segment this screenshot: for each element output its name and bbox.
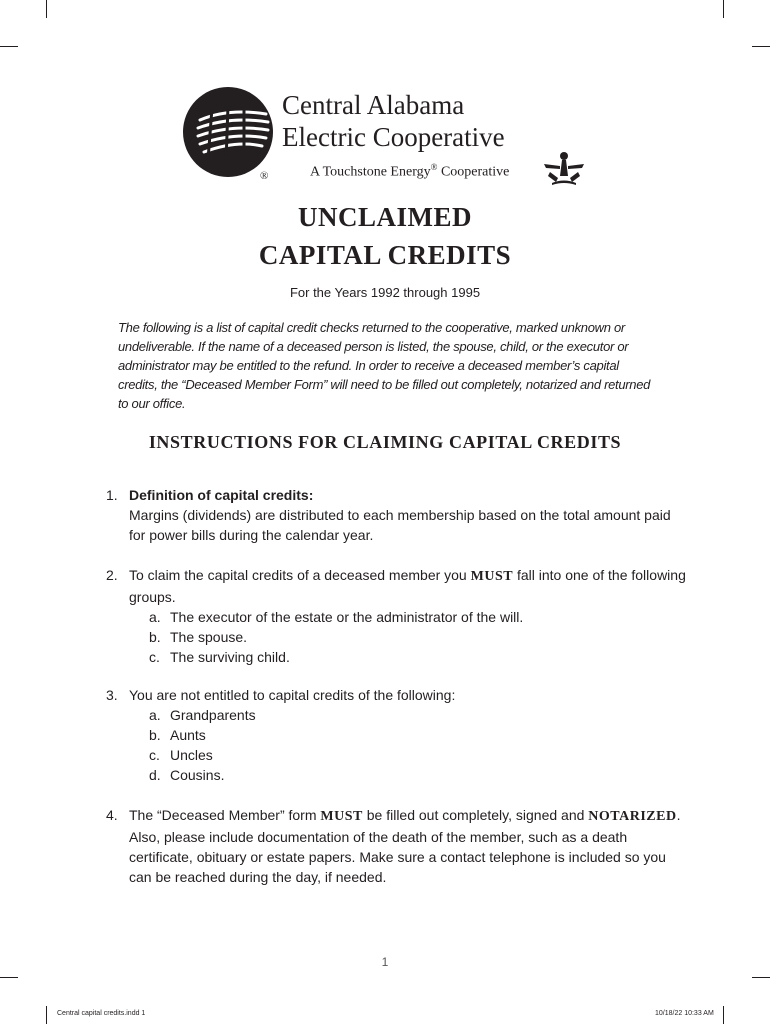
crop-mark — [46, 0, 47, 18]
registered-mark: ® — [260, 170, 269, 182]
cooperative-name-line2: Electric Cooperative — [282, 122, 505, 152]
instructions-heading: INSTRUCTIONS FOR CLAIMING CAPITAL CREDITS — [148, 432, 622, 452]
crop-mark — [46, 1006, 47, 1024]
item-number: 1. — [106, 487, 118, 503]
item-text: To claim the capital credits of a deceased member you MUST fall into one of the following groups. — [129, 567, 686, 605]
page-subtitle: For the Years 1992 through 1995 — [289, 285, 481, 300]
crop-mark — [752, 977, 770, 978]
sub-item: c. Uncles — [149, 747, 213, 763]
sub-list — [149, 607, 686, 667]
item-number: 3. — [106, 687, 118, 703]
instruction-item-3 — [106, 685, 686, 785]
item-title: Definition of capital credits: — [129, 487, 314, 503]
touchstone-energy-icon — [540, 150, 588, 186]
power-lines-logo-icon — [182, 86, 274, 178]
logo-tagline: A Touchstone Energy® Cooperative — [310, 162, 510, 180]
cooperative-logo — [182, 86, 602, 196]
sub-item: b. The spouse. — [149, 629, 248, 645]
sub-item: c. The surviving child. — [149, 649, 290, 665]
page-title-line2: CAPITAL CREDITS — [258, 240, 512, 270]
page-title-line1: UNCLAIMED — [297, 202, 472, 232]
crop-mark — [752, 46, 770, 47]
crop-mark — [0, 46, 18, 47]
must-emphasis: MUST — [470, 569, 514, 584]
sub-item: a. Grandparents — [149, 707, 256, 723]
footer-timestamp: 10/18/22 10:33 AM — [655, 1010, 714, 1017]
instruction-item-4 — [106, 805, 686, 887]
sub-item: d. Cousins. — [149, 767, 225, 783]
item-number: 4. — [106, 807, 118, 823]
footer-file-name: Central capital credits.indd 1 — [57, 1010, 146, 1017]
crop-mark — [723, 0, 724, 18]
must-emphasis: MUST — [320, 809, 363, 824]
crop-mark — [723, 1006, 724, 1024]
cooperative-name-line1: Central Alabama — [282, 90, 465, 120]
crop-mark — [0, 977, 18, 978]
notarized-emphasis: NOTARIZED — [588, 809, 677, 824]
sub-item: b. Aunts — [149, 727, 206, 743]
item-text: You are not entitled to capital credits of the following: — [129, 687, 456, 703]
sub-list — [149, 705, 686, 785]
intro-paragraph: The following is a list of capital credit checks returned to the cooperative, marked unknown or undeliverable. If the name of a deceased person is listed, the spouse, child, or the executor or administrator may be entitled to the refund. In order to receive a deceased member’s capital credits, the “Deceased Member Form” will need to be filled out completely, notarized and returned to our office. — [118, 320, 651, 411]
instruction-item-1 — [106, 485, 686, 545]
instruction-item-2 — [106, 565, 686, 667]
sub-item: a. The executor of the estate or the administrator of the will. — [149, 609, 524, 625]
item-text: The “Deceased Member” form MUST be filled out completely, signed and NOTARIZED. Also, please include documentation of the death of the member, such as a death certificate, obituary or estate papers. Make sure a contact telephone is included so you can be reached during the day, if needed. — [129, 807, 681, 885]
item-text: Margins (dividends) are distributed to each membership based on the total amount paid for power bills during the calendar year. — [129, 507, 671, 543]
item-number: 2. — [106, 567, 118, 583]
page-number: 1 — [381, 955, 389, 969]
